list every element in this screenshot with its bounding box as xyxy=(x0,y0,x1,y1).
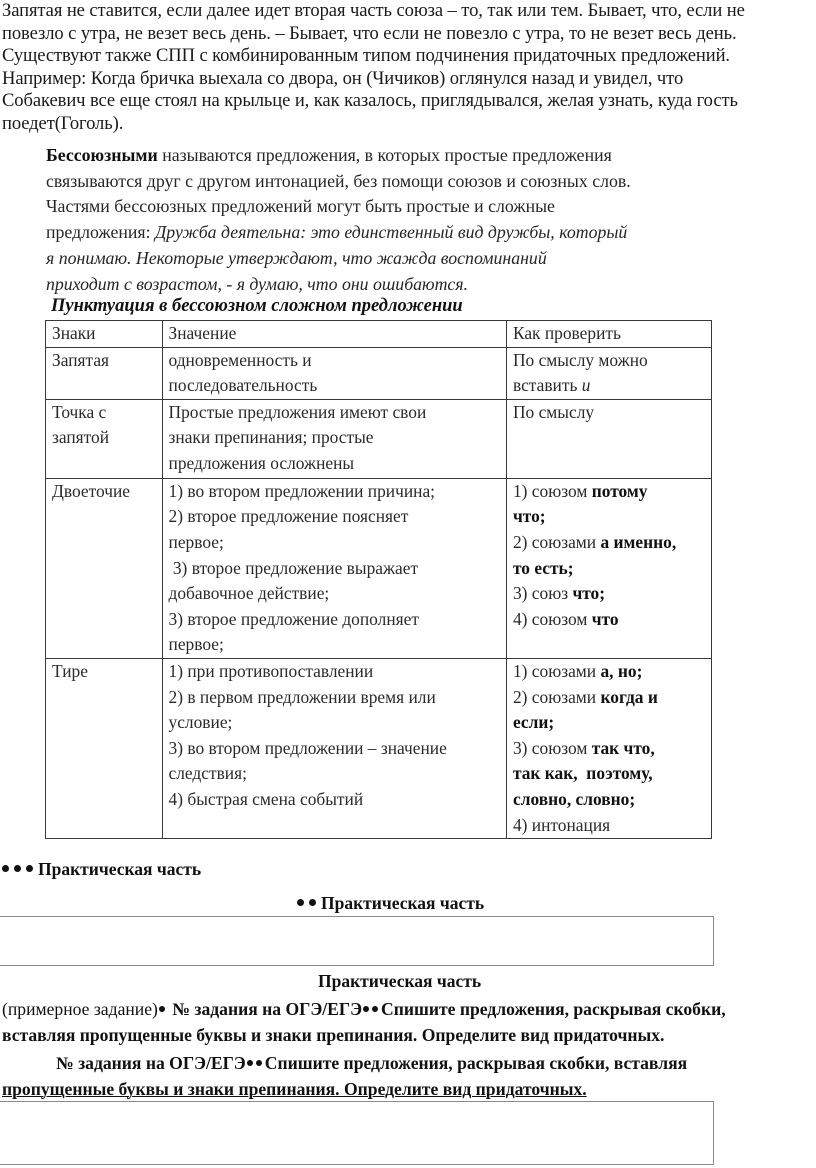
bullet-icon xyxy=(372,1006,378,1012)
bullet-icon xyxy=(363,1006,369,1012)
cell-sign: Запятая xyxy=(46,347,163,399)
task-2: № задания на ОГЭ/ЕГЭ Спишите предложения, раскрывая скобки, вставляя пропущенные буквы и знаки препинания. Определите вид придаточных. xyxy=(2,1053,688,1099)
bullet-icon xyxy=(297,899,304,906)
definition-line: предложения: Дружба деятельна: это единственный вид дружбы, который xyxy=(46,222,628,243)
bullet-icon xyxy=(159,1006,165,1012)
header-cell-check: Как проверить xyxy=(506,321,711,348)
cell-meaning: Простые предложения имеют свои знаки препинания; простые предложения осложнены xyxy=(162,399,506,478)
intro-paragraph xyxy=(2,0,814,136)
definition-line: Бессоюзными называются предложения, в которых простые предложения xyxy=(46,145,612,165)
bullet-icon xyxy=(26,865,33,872)
cell-meaning: 1) во втором предложении причина; 2) второе предложение поясняет первое; 3) второе предложение выражает добавочное действие; 3) второе предложение дополняет первое; xyxy=(162,478,506,658)
cell-check: По смыслу можно вставить и xyxy=(506,347,711,399)
example-text: Дружба деятельна: это единственный вид дружбы, который xyxy=(154,222,628,243)
cell-sign: Точка с запятой xyxy=(46,399,163,478)
practical-heading-1: Практическая часть xyxy=(2,858,201,880)
practical-heading-3: Практическая часть xyxy=(318,971,482,991)
task-1-number: № задания на ОГЭ/ЕГЭ xyxy=(172,999,363,1019)
definition-line: связываются друг с другом интонацией, без помощи союзов и союзных слов. xyxy=(46,170,631,191)
cell-sign: Двоеточие xyxy=(46,478,163,658)
table-title: Пунктуация в бессоюзном сложном предложении xyxy=(51,296,463,316)
table-row xyxy=(46,478,712,658)
table-row xyxy=(46,658,712,838)
task-2-number: № задания на ОГЭ/ЕГЭ xyxy=(56,1053,246,1073)
intro-line: Запятая не ставится, если далее идет вторая часть союза – то, так или тем. Бывает, что, если не xyxy=(2,0,745,21)
definition-term: Бессоюзными xyxy=(46,145,158,165)
bullet-icon xyxy=(256,1060,262,1066)
example-text: приходит с возрастом, - я думаю, что они ошибаются. xyxy=(46,273,469,294)
bullet-icon xyxy=(247,1060,253,1066)
practical-heading-2: Практическая часть xyxy=(297,892,484,914)
intro-line: повезло с утра, не везет весь день. – Бывает, что если не повезло с утра, то не везет весь день. xyxy=(2,22,737,44)
cell-meaning: одновременность и последовательность xyxy=(162,347,506,399)
intro-line: Существуют также СПП с комбинированным типом подчинения придаточных предложений. xyxy=(2,45,730,67)
definition-line: Частями бессоюзных предложений могут быть простые и сложные xyxy=(46,196,555,217)
table-header-row xyxy=(46,321,712,348)
bullet-icon xyxy=(309,899,316,906)
cell-meaning: 1) при противопоставлении 2) в первом предложении время или условие; 3) во втором предложении – значение следствия; 4) быстрая смена событий xyxy=(162,658,506,838)
answer-box-1[interactable] xyxy=(0,916,714,966)
definition-block xyxy=(46,143,718,297)
bullet-icon xyxy=(2,865,9,872)
cell-check: 1) союзом потому что; 2) союзами а именно, то есть; 3) союз что; 4) союзом что xyxy=(506,478,711,658)
example-text: я понимаю. Некоторые утверждают, что жажда воспоминаний xyxy=(46,247,547,268)
header-cell-meaning: Значение xyxy=(162,321,506,348)
intro-line: поедет(Гоголь). xyxy=(2,112,124,134)
task-1: (примерное задание) № задания на ОГЭ/ЕГЭ Спишите предложения, раскрывая скобки, вставляя пропущенные буквы и знаки препинания. Определите вид придаточных. xyxy=(2,999,726,1045)
table-row xyxy=(46,347,712,399)
table-row xyxy=(46,399,712,478)
answer-box-2[interactable] xyxy=(0,1101,714,1165)
header-cell-signs: Знаки xyxy=(46,321,163,348)
intro-line: Например: Когда бричка выехала со двора, он (Чичиков) оглянулся назад и увидел, что xyxy=(2,67,684,89)
bullet-icon xyxy=(14,865,21,872)
cell-check: 1) союзами а, но; 2) союзами когда и если; 3) союзом так что, так как, поэтому, словно, словно; 4) интонация xyxy=(506,658,711,838)
task-1-prefix: (примерное задание) xyxy=(2,999,158,1019)
cell-sign: Тире xyxy=(46,658,163,838)
punctuation-table xyxy=(45,320,712,839)
cell-check: По смыслу xyxy=(506,399,711,478)
intro-line: Собакевич все еще стоял на крыльце и, как казалось, приглядывался, желая узнать, куда гость xyxy=(2,90,738,112)
